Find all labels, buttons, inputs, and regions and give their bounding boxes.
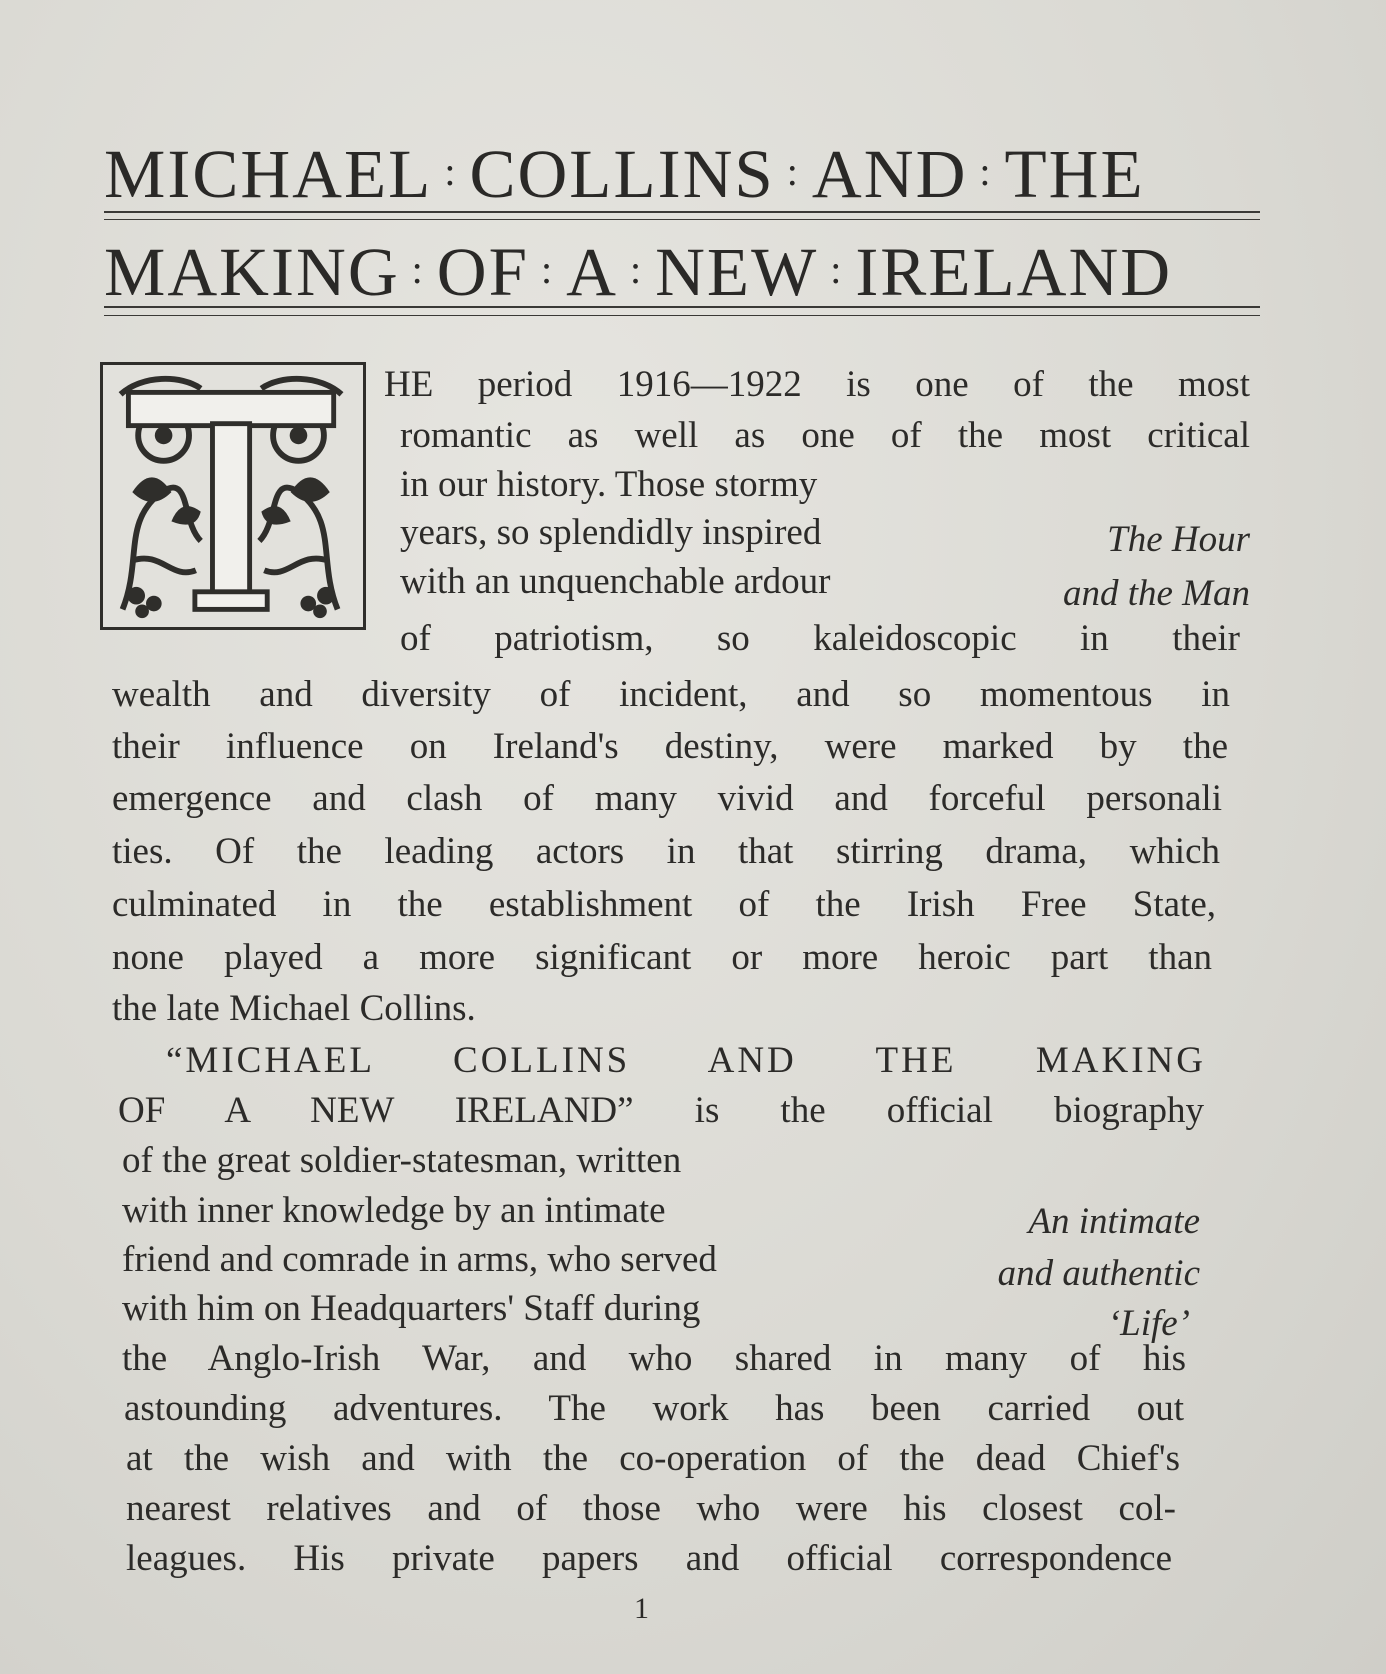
title-word: OF (436, 234, 529, 310)
title-separator: : (411, 247, 425, 292)
body-line: friend and comrade in arms, who served (122, 1239, 717, 1280)
title-word: COLLINS (469, 136, 775, 212)
title-rule (104, 211, 1260, 213)
page-number: 1 (634, 1592, 649, 1625)
body-line-caps: “MICHAEL COLLINS AND THE MAKING (166, 1040, 1206, 1081)
body-line: emergence and clash of many vivid and forceful personali (112, 778, 1222, 819)
title-separator: : (786, 149, 800, 194)
title-separator: : (629, 247, 644, 292)
sidenote-line: The Hour (1107, 519, 1250, 560)
body-line: leagues. His private papers and official correspondence (126, 1538, 1172, 1579)
body-line: with inner knowledge by an intimate (122, 1190, 666, 1231)
title-line-1 (104, 136, 1260, 212)
body-line: HE period 1916—1922 is one of the most (384, 364, 1250, 405)
title-separator: : (979, 149, 993, 194)
title-rule (104, 306, 1260, 308)
body-line: at the wish and with the co-operation of the dead Chief's (126, 1438, 1180, 1479)
body-line: with him on Headquarters' Staff during (122, 1288, 701, 1329)
title-word: AND (811, 136, 968, 212)
body-line: of the great soldier-statesman, written (122, 1140, 682, 1181)
title-rule (104, 315, 1260, 316)
body-line: culminated in the establishment of the Irish Free State, (112, 884, 1216, 925)
body-line: wealth and diversity of incident, and so momentous in (112, 674, 1230, 715)
body-line: nearest relatives and of those who were his closest col- (126, 1488, 1176, 1529)
title-separator: : (830, 247, 844, 292)
body-line: their influence on Ireland's destiny, were marked by the (112, 726, 1228, 767)
title-word: NEW (655, 234, 819, 310)
sidenote-line: and the Man (1062, 573, 1250, 614)
body-line: with an unquenchable ardour (400, 561, 831, 602)
body-line: ties. Of the leading actors in that stirring drama, which (112, 831, 1220, 872)
body-line: years, so splendidly inspired (400, 512, 822, 553)
sidenote-line: ‘Life’ (1107, 1303, 1190, 1344)
body-line: astounding adventures. The work has been carried out (124, 1388, 1184, 1429)
body-line: OF A NEW IRELAND” is the official biography (118, 1090, 1204, 1131)
title-word: THE (1004, 136, 1145, 212)
body-line: the late Michael Collins. (112, 988, 476, 1029)
body-line: of patriotism, so kaleidoscopic in their (400, 618, 1240, 659)
body-line: the Anglo-Irish War, and who shared in many of his (122, 1338, 1186, 1379)
ornamental-initial-icon (100, 362, 366, 630)
title-separator: : (444, 149, 458, 194)
title-line-2 (104, 234, 1260, 310)
title-word: IRELAND (855, 234, 1173, 310)
body-line: romantic as well as one of the most critical (400, 415, 1250, 456)
body-line: none played a more significant or more heroic part than (112, 937, 1212, 978)
title-word: MAKING (104, 234, 400, 310)
title-word: MICHAEL (104, 136, 433, 212)
sidenote-line: An intimate (1028, 1201, 1200, 1242)
body-line: in our history. Those stormy (400, 464, 818, 505)
sidenote-line: and authentic (997, 1253, 1200, 1294)
title-separator: : (541, 247, 555, 292)
title-word: A (566, 234, 618, 310)
title-rule (104, 219, 1260, 220)
